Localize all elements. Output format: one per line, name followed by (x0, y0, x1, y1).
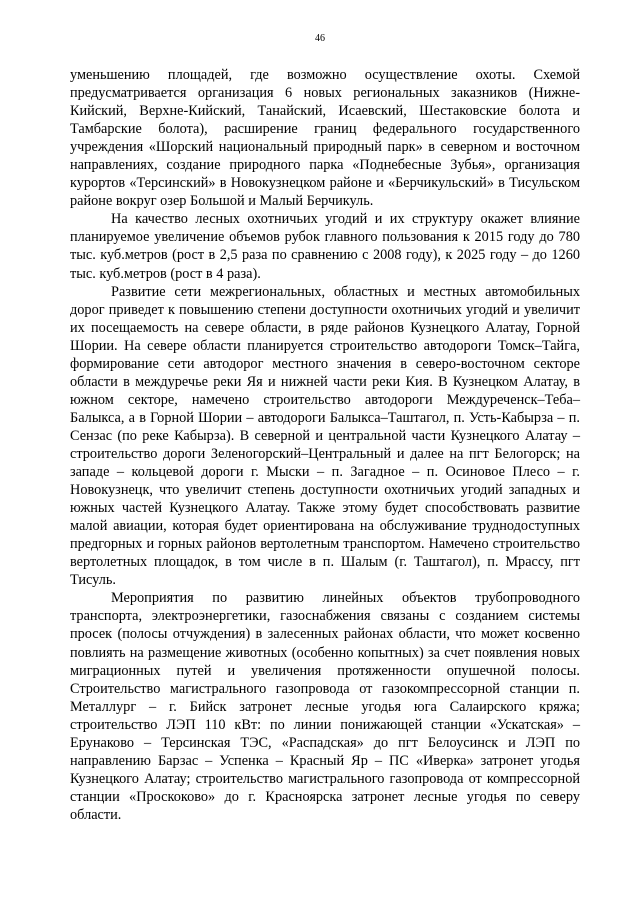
page-number: 46 (315, 33, 325, 44)
paragraph-continuation: уменьшению площадей, где возможно осуществление охоты. Схемой предусматривается организация 6 новых региональных заказников (Нижне-Кийский, Верхне-Кийский, Танайский, Исаевский, Шестаковские болота и Тамбарские болота), расширение границ федерального государственного учреждения «Шорский национальный природный парк» в северном и восточном направлениях, создание природного парка «Поднебесные Зубья», организация курортов «Терсинский» в Новокузнецком районе и «Берчикульский» в Тисульском районе вокруг озер Большой и Малый Берчикуль. (70, 67, 580, 210)
paragraph-linear-infrastructure: Мероприятия по развитию линейных объектов трубопроводного транспорта, электроэнергетики, газоснабжения связаны с созданием системы просек (полосы отчуждения) в залесенных районах области, что может косвенно повлиять на размещение животных (особенно копытных) за счет появления новых миграционных путей и увеличения протяженности опушечной полосы. Строительство магистрального газопровода от газокомпрессорной станции п. Металлург – г. Бийск затронет лесные угодья юга Салаирского кряжа; строительство ЛЭП 110 кВт: по линии понижающей станции «Ускатская» – Ерунаково – Терсинская ТЭС, «Распадская» до пгт Белоусинск и ЛЭП по направлению Барзас – Успенка – Красный Яр – ПС «Иверка» затронет угодья Кузнецкого Алатау; строительство магистрального газопровода от компрессорной станции «Проскоково» до г. Красноярска затронет лесные угодья по северу области. (70, 590, 580, 823)
paragraph-road-network: Развитие сети межрегиональных, областных и местных автомобильных дорог приведет к повышению степени доступности охотничьих угодий и увеличит их посещаемость на севере области, в ряде районов Кузнецкого Алатау, Горной Шории. На севере области планируется строительство автодороги Томск–Тайга, формирование сети автодорог местного значения в северо-восточном секторе области в междуречье реки Яя и нижней части реки Кия. В Кузнецком Алатау, в южном секторе, намечено строительство автодороги Междуреченск–Теба–Балыкса, а в Горной Шории – автодороги Балыкса–Таштагол, п. Усть-Кабырза – п. Сензас (по реке Кабырза). В северной и центральной части Кузнецкого Алатау – строительство дороги Зеленогорский–Центральный и далее на пгт Белогорск; на западе – кольцевой дороги г. Мыски – п. Загадное – п. Осиновое Плесо – г. Новокузнецк, что увеличит степень доступности охотничьих угодий западных и южных частей Кузнецкого Алатау. Также этому будет способствовать развитие малой авиации, которая будет ориентирована на обслуживание труднодоступных предгорных и горных районов вертолетным транспортом. Намечено строительство вертолетных площадок, в том числе в п. Шалым (г. Таштагол), п. Мрассу, пгт Тисуль. (70, 283, 580, 589)
document-body (70, 66, 580, 824)
paragraph-forest-logging: На качество лесных охотничьих угодий и их структуру окажет влияние планируемое увеличение объемов рубок главного пользования к 2015 году до 780 тыс. куб.метров (рост в 2,5 раза по сравнению с 2008 году), к 2025 году – до 1260 тыс. куб.метров (рост в 4 раза). (70, 211, 580, 282)
